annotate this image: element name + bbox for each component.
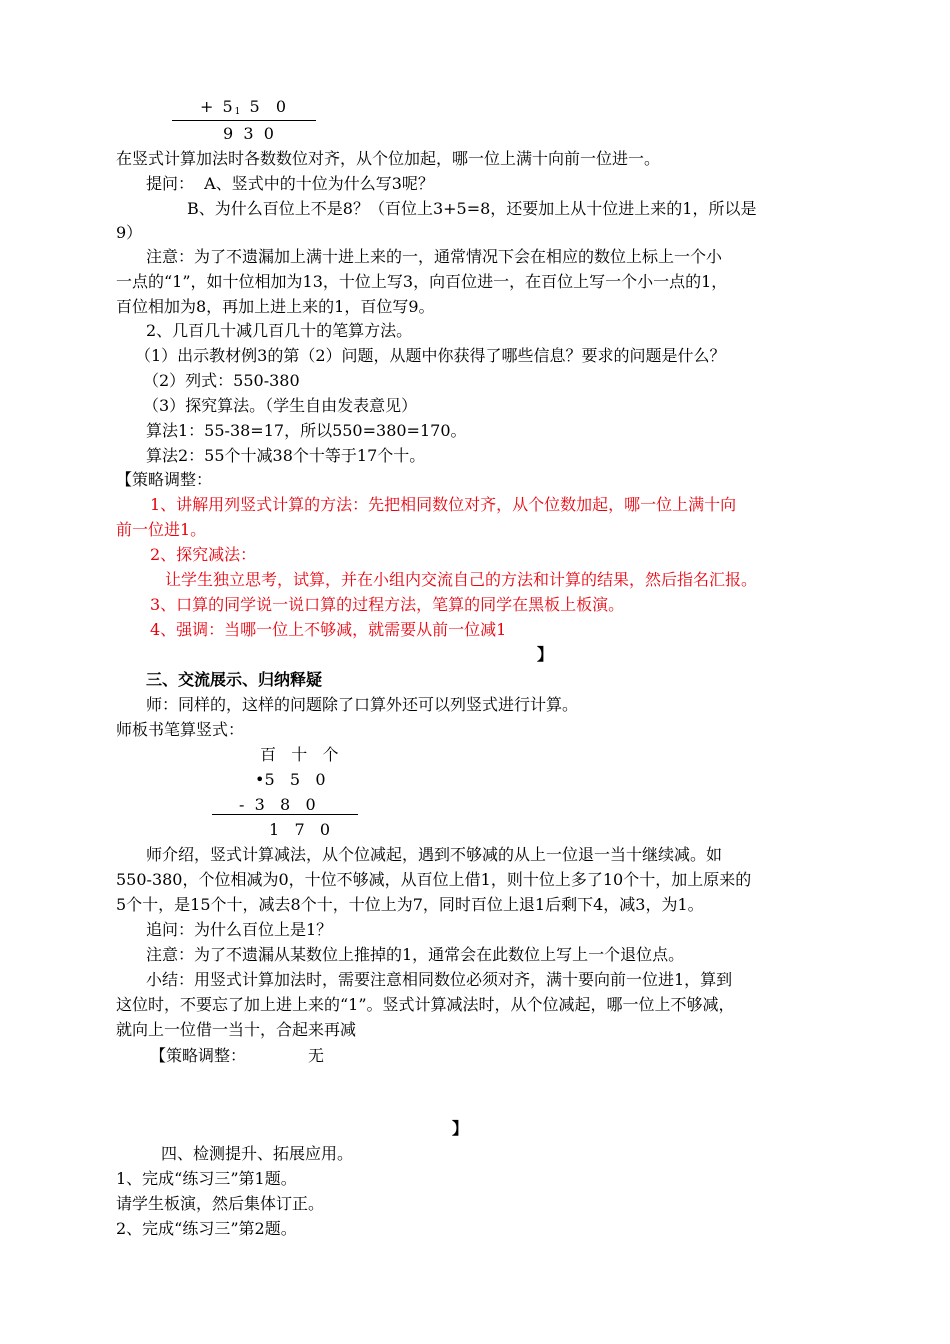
step-1: （1）出示教材例3的第（2）问题，从题中你获得了哪些信息？要求的问题是什么？ — [135, 346, 726, 365]
strategy-2-value: 无 — [308, 1046, 325, 1065]
calc2-minus-row: - 3 8 0 — [239, 795, 316, 814]
calc1-top-prefix: + 5 — [200, 97, 235, 116]
para-add-rule: 在竖式计算加法时各数数位对齐，从个位加起，哪一位上满十向前一位进一。 — [116, 149, 661, 168]
strategy-item-1: 1、讲解用列竖式计算的方法：先把相同数位对齐，从个位数加起，哪一位上满十向 — [150, 495, 737, 514]
summary-line-2: 这位时，不要忘了加上进上来的“1”。竖式计算减法时，从个位减起，哪一位上不够减， — [116, 995, 735, 1014]
step-3: （3）探究算法。（学生自由发表意见） — [143, 396, 418, 415]
follow-up-question: 追问：为什么百位上是1？ — [146, 920, 333, 939]
summary-line-1: 小结：用竖式计算加法时，需要注意相同数位必须对齐，满十要向前一位进1，算到 — [146, 970, 733, 989]
calc1-top-suffix: 5 0 — [242, 97, 289, 116]
calc2-result: 1 7 0 — [269, 820, 331, 839]
note-line-1: 注意：为了不遗漏加上满十进上来的一，通常情况下会在相应的数位上标上一个小 — [146, 247, 723, 266]
question-a: 提问： A、竖式中的十位为什么写3呢？ — [146, 174, 434, 193]
step-2: （2）列式：550-380 — [143, 371, 300, 390]
note-line-3: 百位相加为8，再加上进上来的1，百位写9。 — [116, 297, 435, 316]
section-3-heading: 三、交流展示、归纳释疑 — [146, 670, 323, 689]
strategy-title: 【策略调整： — [116, 470, 213, 489]
calc1-rule — [172, 120, 316, 121]
strategy-close-bracket: 】 — [537, 645, 554, 664]
exercise-1-instruction: 请学生板演，然后集体订正。 — [116, 1194, 325, 1213]
intro-line-2: 550-380，个位相减为0，十位不够减，从百位上借1，则十位上多了10个十，加上原来的 — [116, 870, 752, 889]
strategy-item-2-detail: 让学生独立思考，试算，并在小组内交流自己的方法和计算的结果，然后指名汇报。 — [165, 570, 758, 589]
section-4-heading: 四、检测提升、拓展应用。 — [161, 1144, 354, 1163]
calc1-result: 9 3 0 — [223, 124, 274, 143]
note-line-2: 一点的“1”，如十位相加为13，十位上写3，向百位进一，在百位上写一个小一点的1， — [116, 272, 728, 291]
strategy-item-2: 2、探究减法： — [150, 545, 257, 564]
strategy-item-4: 4、强调：当哪一位上不够减，就需要从前一位减1 — [150, 620, 507, 639]
strategy-2-close-bracket: 】 — [452, 1119, 469, 1138]
borrow-note: 注意：为了不遗漏从某数位上推掉的1，通常会在此数位上写上一个退位点。 — [146, 945, 685, 964]
summary-line-3: 就向上一位借一当十，合起来再减 — [116, 1020, 357, 1039]
method-1: 算法1：55-38=17，所以550=380=170。 — [146, 421, 467, 440]
strategy-2-title: 【策略调整： — [150, 1046, 247, 1065]
teacher-line: 师：同样的，这样的问题除了口算外还可以列竖式进行计算。 — [146, 695, 579, 714]
intro-line-1: 师介绍，竖式计算减法，从个位减起，遇到不够减的从上一位退一当十继续减。如 — [146, 845, 723, 864]
method-2: 算法2：55个十减38个十等于17个十。 — [146, 446, 426, 465]
intro-line-3: 5个十，是15个十，减去8个十，十位上为7，同时百位上退1后剩下4，减3，为1。 — [116, 895, 704, 914]
section-2-heading: 2、几百几十减几百几十的笔算方法。 — [146, 321, 413, 340]
board-label: 师板书笔算竖式： — [116, 720, 245, 739]
exercise-1: 1、完成“练习三”第1题。 — [116, 1169, 297, 1188]
calc2-top-row: •5 5 0 — [255, 770, 326, 789]
exercise-2: 2、完成“练习三”第2题。 — [116, 1219, 297, 1238]
calc2-rule — [212, 814, 358, 815]
calc1-carry-mark: 1 — [234, 107, 243, 117]
strategy-item-3: 3、口算的同学说一说口算的过程方法，笔算的同学在黑板上板演。 — [150, 595, 625, 614]
calc1-top-row — [200, 97, 288, 122]
question-b-cont: 9） — [116, 223, 143, 242]
calc2-place-headers: 百 十 个 — [260, 745, 339, 764]
strategy-item-1-cont: 前一位进1。 — [116, 520, 207, 539]
question-b: B、为什么百位上不是8？（百位上3+5=8，还要加上从十位进上来的1，所以是 — [187, 199, 757, 218]
